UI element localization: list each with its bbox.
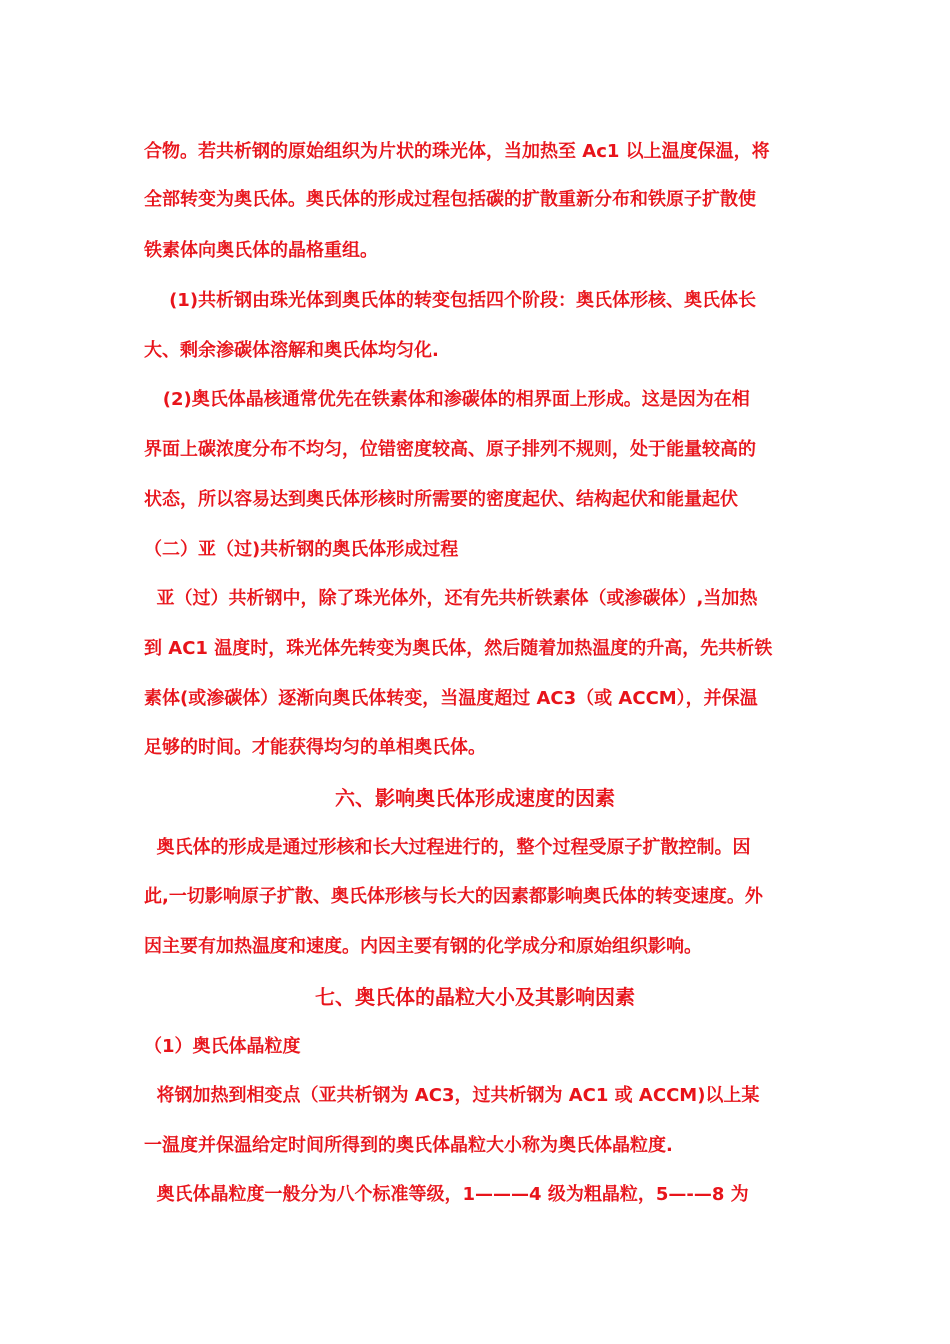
section-heading: 七、奥氏体的晶粒大小及其影响因素 [315, 985, 635, 1009]
text-line: 素体(或渗碳体）逐渐向奥氏体转变，当温度超过 AC3（或 ACCM），并保温 [144, 688, 758, 709]
text-line: 合物。若共析钢的原始组织为片状的珠光体，当加热至 Ac1 以上温度保温，将 [144, 141, 770, 162]
section-heading: 六、影响奥氏体形成速度的因素 [335, 786, 615, 810]
text-line: 因主要有加热温度和速度。内因主要有钢的化学成分和原始组织影响。 [144, 936, 702, 957]
subsection-heading: （二）亚（过)共析钢的奥氏体形成过程 [144, 539, 459, 560]
text-line: 界面上碳浓度分布不均匀，位错密度较高、原子排列不规则，处于能量较高的 [144, 439, 756, 460]
text-line: 大、剩余渗碳体溶解和奥氏体均匀化. [144, 340, 439, 361]
text-line: 铁素体向奥氏体的晶格重组。 [144, 240, 378, 261]
text-line: 此,一切影响原子扩散、奥氏体形核与长大的因素都影响奥氏体的转变速度。外 [144, 886, 763, 907]
text-line: (2)奥氏体晶核通常优先在铁素体和渗碳体的相界面上形成。这是因为在相 [144, 389, 750, 410]
text-line: 奥氏体的形成是通过形核和长大过程进行的，整个过程受原子扩散控制。因 [144, 837, 751, 858]
text-line: 足够的时间。才能获得均匀的单相奥氏体。 [144, 737, 486, 758]
text-line: 一温度并保温给定时间所得到的奥氏体晶粒大小称为奥氏体晶粒度. [144, 1135, 673, 1156]
text-line: 到 AC1 温度时，珠光体先转变为奥氏体，然后随着加热温度的升高，先共析铁 [144, 638, 773, 659]
text-line: (1)共析钢由珠光体到奥氏体的转变包括四个阶段：奥氏体形核、奥氏体长 [144, 290, 757, 311]
text-line: 亚（过）共析钢中，除了珠光体外，还有先共析铁素体（或渗碳体）,当加热 [144, 588, 758, 609]
text-line: 奥氏体晶粒度一般分为八个标准等级，1———4 级为粗晶粒，5—-—8 为 [144, 1184, 749, 1205]
text-line: 状态，所以容易达到奥氏体形核时所需要的密度起伏、结构起伏和能量起伏 [144, 489, 738, 510]
text-line: 将钢加热到相变点（亚共析钢为 AC3，过共析钢为 AC1 或 ACCM)以上某 [144, 1085, 760, 1106]
subsection-heading: （1）奥氏体晶粒度 [144, 1036, 301, 1057]
text-line: 全部转变为奥氏体。奥氏体的形成过程包括碳的扩散重新分布和铁原子扩散使 [144, 189, 756, 210]
